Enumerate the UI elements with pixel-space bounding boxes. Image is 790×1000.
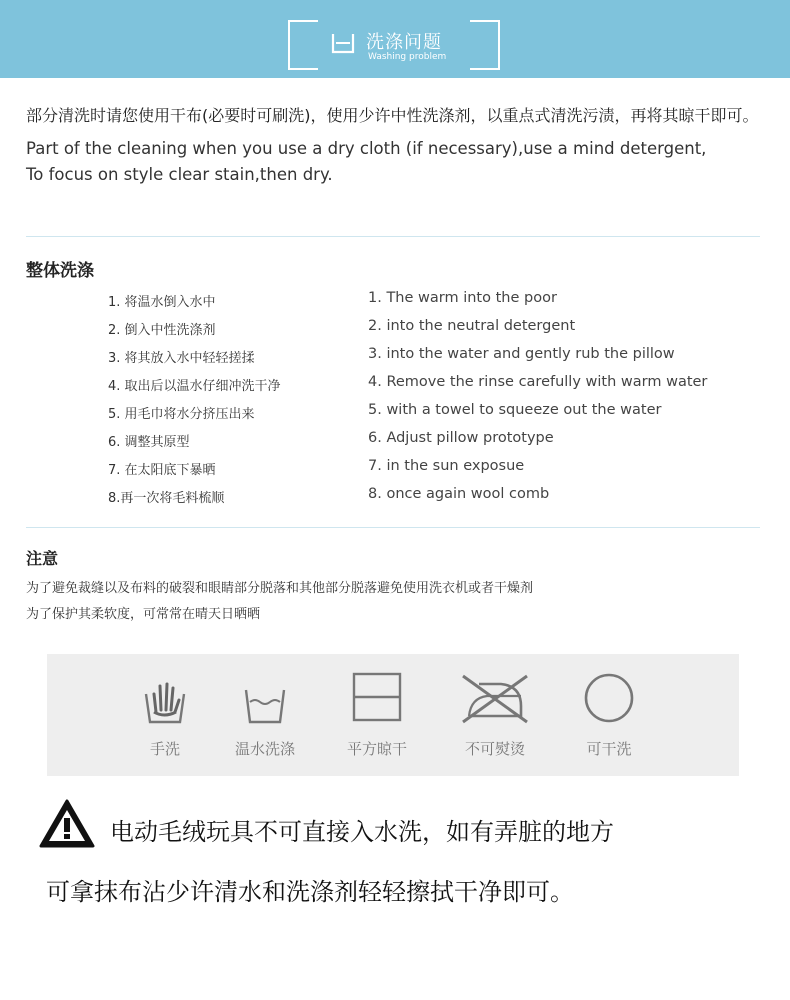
care-symbols-panel bbox=[47, 654, 739, 776]
dry-flat-icon bbox=[352, 672, 402, 722]
step-cn: 3. 将其放入水中轻轻搓揉 bbox=[108, 351, 255, 366]
dry-clean-icon bbox=[583, 672, 635, 724]
notes-text bbox=[26, 576, 766, 628]
step-en: 2. into the neutral detergent bbox=[368, 318, 576, 334]
section-title-overall: 整体洗涤 bbox=[26, 261, 94, 281]
header-band bbox=[0, 0, 790, 78]
warning-text-line1: 电动毛绒玩具不可直接入水洗，如有弄脏的地方 bbox=[110, 818, 614, 846]
care-symbol-no-iron bbox=[435, 654, 555, 776]
step-en: 3. into the water and gently rub the pillow bbox=[368, 346, 675, 362]
step-en: 6. Adjust pillow prototype bbox=[368, 430, 554, 446]
note-line: 为了避免裁缝以及布料的破裂和眼睛部分脱落和其他部分脱落避免使用洗衣机或者干燥剂 bbox=[26, 581, 534, 596]
step-en: 8. once again wool comb bbox=[368, 486, 550, 502]
list-item bbox=[0, 456, 790, 484]
list-item bbox=[0, 428, 790, 456]
divider bbox=[26, 527, 760, 528]
list-item bbox=[0, 316, 790, 344]
care-label: 不可熨烫 bbox=[464, 740, 525, 758]
step-en: 5. with a towel to squeeze out the water bbox=[368, 402, 662, 418]
step-cn: 6. 调整其原型 bbox=[108, 435, 190, 450]
warm-water-wash-icon bbox=[242, 672, 288, 726]
warning-triangle-icon bbox=[38, 798, 96, 850]
note-line: 为了保护其柔软度，可常常在晴天日晒晒 bbox=[26, 607, 261, 622]
page-subtitle: Washing problem bbox=[368, 52, 447, 62]
care-label: 平方晾干 bbox=[346, 740, 407, 758]
basin-icon bbox=[330, 30, 356, 56]
list-item bbox=[0, 372, 790, 400]
care-label: 可干洗 bbox=[586, 740, 632, 758]
step-en: 4. Remove the rinse carefully with warm water bbox=[368, 374, 708, 390]
step-en: 7. in the sun exposue bbox=[368, 458, 525, 474]
intro-en-line2: To focus on style clear stain,then dry. bbox=[26, 165, 333, 184]
step-cn: 4. 取出后以温水仔细冲洗干净 bbox=[108, 379, 281, 394]
step-cn: 7. 在太阳底下暴晒 bbox=[108, 463, 216, 478]
care-label: 手洗 bbox=[149, 740, 180, 758]
hand-wash-icon bbox=[142, 672, 188, 726]
step-cn: 2. 倒入中性洗涤剂 bbox=[108, 323, 216, 338]
list-item bbox=[0, 344, 790, 372]
intro-en-line1: Part of the cleaning when you use a dry cloth (if necessary),use a mind detergent, bbox=[26, 139, 707, 158]
do-not-iron-icon bbox=[459, 672, 531, 724]
step-cn: 5. 用毛巾将水分挤压出来 bbox=[108, 407, 255, 422]
step-en: 1. The warm into the poor bbox=[368, 290, 557, 306]
list-item bbox=[0, 288, 790, 316]
care-symbol-dry-flat bbox=[317, 654, 437, 776]
warning-text-line2: 可拿抹布沾少许清水和洗涤剂轻轻擦拭干净即可。 bbox=[46, 878, 574, 906]
intro-text bbox=[26, 104, 766, 188]
list-item bbox=[0, 484, 790, 512]
intro-cn: 部分清洗时请您使用干布(必要时可刷洗)，使用少许中性洗涤剂，以重点式清洗污渍，再将其晾干即可。 bbox=[26, 106, 759, 125]
page-title: 洗涤问题 bbox=[366, 32, 442, 53]
care-label: 温水洗涤 bbox=[234, 740, 295, 758]
divider bbox=[26, 236, 760, 237]
step-cn: 8.再一次将毛料梳顺 bbox=[108, 491, 225, 506]
title-frame bbox=[288, 20, 500, 70]
section-title-notes: 注意 bbox=[26, 549, 59, 568]
care-symbol-warm-wash bbox=[205, 654, 325, 776]
warning-row bbox=[38, 798, 778, 858]
step-cn: 1. 将温水倒入水中 bbox=[108, 295, 216, 310]
list-item bbox=[0, 400, 790, 428]
care-symbol-dry-clean bbox=[549, 654, 669, 776]
